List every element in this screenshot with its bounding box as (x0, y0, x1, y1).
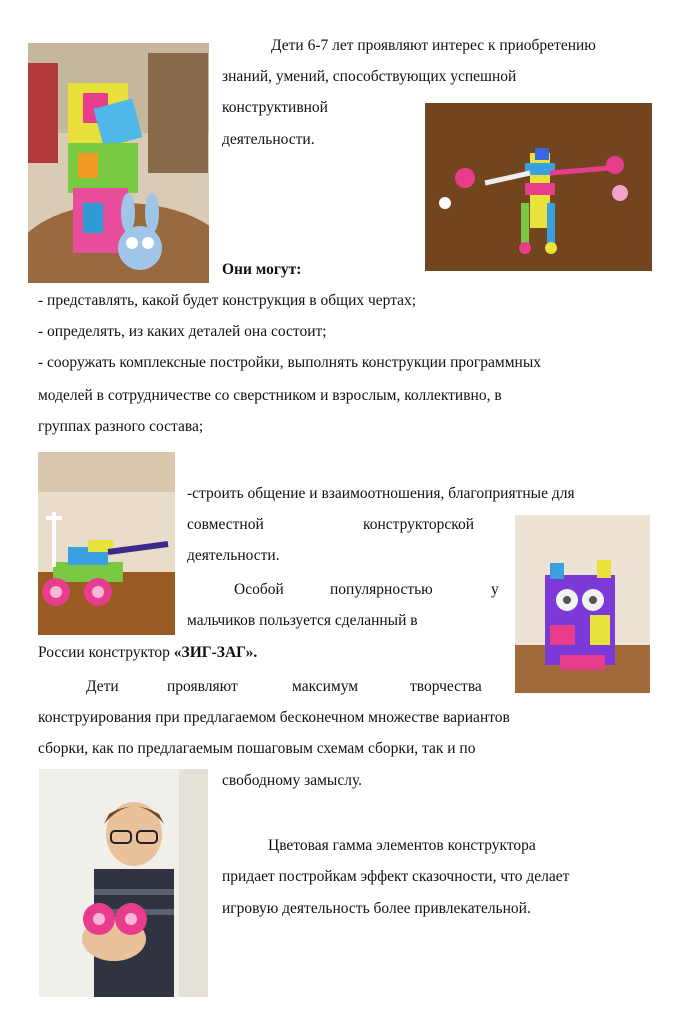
colors-line-2: придает постройкам эффект сказочности, что делает (222, 868, 570, 885)
creativity-line-1b: проявляют (167, 678, 238, 695)
colors-line-1: Цветовая гамма элементов конструктора (268, 837, 536, 854)
photo-toy-car (38, 452, 175, 635)
creativity-line-1c: максимум (292, 678, 359, 695)
zigzag-line-3-prefix: России конструктор (38, 644, 174, 661)
abilities-heading (222, 260, 301, 280)
photo-boy-with-toy (39, 769, 208, 997)
intro-line-1: Дети 6-7 лет проявляют интерес к приобретению (271, 37, 596, 54)
photo-tower-with-bunny (28, 43, 209, 283)
creativity-line-3: сборки, как по предлагаемым пошаговым схемам сборки, так и по (38, 740, 476, 757)
creativity-line-1a: Дети (86, 678, 119, 695)
ability-item-1: - представлять, какой будет конструкция в общих чертах; (38, 292, 417, 309)
zigzag-line-2: мальчиков пользуется сделанный в (187, 612, 418, 629)
ability-item-2: - определять, из каких деталей она состоит; (38, 323, 327, 340)
intro-line-2: знаний, умений, способствующих успешной (222, 68, 517, 85)
creativity-line-4: свободному замыслу. (222, 772, 363, 789)
ability-item-4-line-2a: совместной (187, 516, 264, 533)
ability-item-3-line-1: - сооружать комплексные постройки, выполнять конструкции программных (38, 354, 541, 371)
creativity-line-2: конструирования при предлагаемом бесконечном множестве вариантов (38, 709, 510, 726)
ability-item-4-line-2b: конструкторской (363, 516, 474, 533)
photo-owl-figure (515, 515, 650, 693)
creativity-line-1d: творчества (410, 678, 482, 695)
ability-item-4-line-1: -строить общение и взаимоотношения, благоприятные для (187, 485, 575, 502)
zigzag-brand-name: «ЗИГ-ЗАГ». (173, 644, 258, 661)
ability-item-3-line-2: моделей в сотрудничестве со сверстником и взрослым, коллективно, в (38, 387, 502, 404)
intro-line-3: конструктивной (222, 99, 328, 116)
photo-robot-figure (425, 103, 652, 271)
abilities-heading-text: Они могут: (222, 261, 302, 278)
zigzag-line-1a: Особой (234, 581, 284, 598)
colors-line-3: игровую деятельность более привлекательной. (222, 900, 531, 917)
ability-item-4-line-3: деятельности. (187, 547, 280, 564)
intro-line-4: деятельности. (222, 131, 315, 148)
zigzag-line-1b: популярностью (330, 581, 433, 598)
zigzag-line-1c: у (491, 581, 499, 598)
zigzag-line-3 (38, 643, 257, 663)
ability-item-3-line-3: группах разного состава; (38, 418, 204, 435)
